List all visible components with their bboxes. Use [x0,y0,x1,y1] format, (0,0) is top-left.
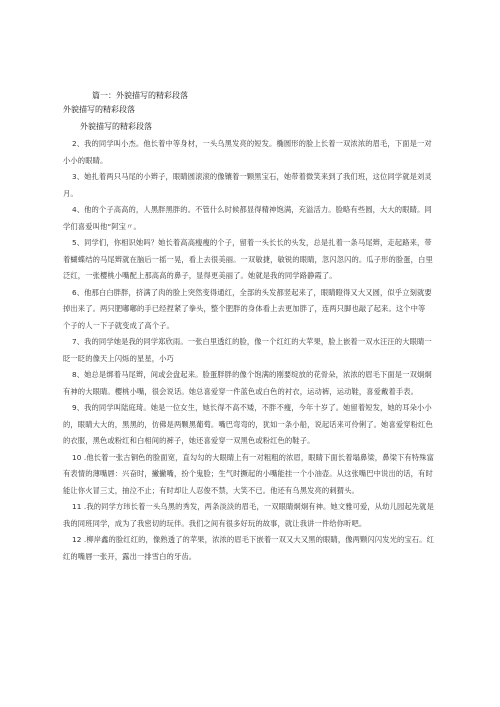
paragraph-6-continued: 个子的人一下子就变成了高个子。 [63,320,174,330]
paragraph-7: 7、我的同学她是我的同学郑欣雨。一张白里透红的脸，像一个红红的大苹果，脸上嵌着一双水汪汪的大眼睛一眨一眨的像天上闪烁的星星，小巧 [63,337,432,363]
document-body [63,136,437,565]
paragraph-10: 10 .他长着一张古铜色的脸面宽，直勾勾的大眼睛上有一对粗粗的浓眉，眼睛下面长着塌鼻梁，鼻梁下有特殊富有表情的薄嘴唇：兴奋时，撇撇嘴，扮个鬼脸；生气时撅起的小嘴能挂一个小油壶。从这张嘴巴中说出的话，有时能让你火冒三丈，抽泣不止；有时却让人忍俊不禁，大笑不已。他还有乌黑发亮的刺猬头。 [63,452,434,495]
paragraph-4: 4、他的个子高高的，人黑胖黑胖的。不管什么时候都显得精神饱满，充溢活力。脸略有些圆，大大的眼睛。同学们喜爱叫他“阿宝〃。 [63,205,432,231]
section-subheading: 外貌描写的精彩段落 [80,122,152,131]
paragraph-5: 5、同学们，你相识她吗？她长着高高瘦瘦的个子，留着一头长长的头发，总是扎着一条马尾辫，走起路来，带着蝴蝶结的马尾辫就在脑后一摇一晃，看上去很美丽。一双敏捷，敏锐的眼睛，忽闪忽闪的。瓜子形的脸蛋，白里泛红，一张樱桃小嘴配上那高高的鼻子，显得更美丽了。她就是我的同学路静霞了。 [63,238,433,280]
paragraph-3: 3、她扎着两只马尾的小辫子，眼睛圆滚滚的像镶着一颗黑宝石，她带着微笑来到了我们班，这位同学就是刘灵月。 [63,172,432,198]
paragraph-11: 11 .我的同学方玮长着一头乌黑的秀发，两条淡淡的眉毛，一双眼睛炯炯有神。她文雅可爱，从幼儿园起先就是我的同班同学，成为了我密切的玩伴。我们之间有很多好玩的故事，就让我讲一件给你听吧。 [63,502,434,528]
paragraph-2: 2、我的同学叫小杰。他长着中等身材，一头乌黑发亮的短发。椭圆形的脸上长着一双浓浓的眉毛，下面是一对小小的眼睛。 [63,139,432,165]
paragraph-6: 6、他那白白胖胖，挤满了肉的脸上突然变得通红，全部的头发都竖起来了，眼睛瞪得又大又圆，似乎立刻就要掉出来了。两只肥嘟嘟的手已经捏紧了拳头，整个肥胖的身体看上去更加胖了，连两只脚也敲了起来。这个中等 [63,287,432,313]
document-title: 篇一：外貌描写的精彩段落 [92,91,188,100]
paragraph-8: 8、她总是绑着马尾辫，间或会盘起来。脸蛋胖胖的像个饱满的刚要绽放的花骨朵，浓浓的眉毛下面是一双炯炯有神的大眼睛。樱桃小嘴，很会说话。她总喜爱穿一件蓝色或白色的衬衣，运动裤，运动鞋，喜爱戴着手表。 [63,370,432,396]
section-heading: 外貌描写的精彩段落 [63,105,135,114]
paragraph-12: 12 .柳岸鑫的脸红红的，像熟透了的苹果，浓浓的眉毛下嵌着一双又大又黑的眼睛，像两颗闪闪发光的宝石。红红的嘴唇一张开，露出一排雪白的牙齿。 [63,535,434,561]
paragraph-9: 9、我的同学叫陆庭琦。她是一位女生，她长得不高不矮，不胖不瘦，今年十岁了。她留着短发，她的耳朵小小的，眼睛大大的，黑黑的，仿佛是两颗黑葡萄。嘴巴弯弯的，犹如一条小船，说起话来可伶俐了。她喜爱穿粉红色的衣服，黑色或粉红和白相间的裤子，她还喜爱穿一双黑色或粉红色的鞋子。 [63,403,433,445]
